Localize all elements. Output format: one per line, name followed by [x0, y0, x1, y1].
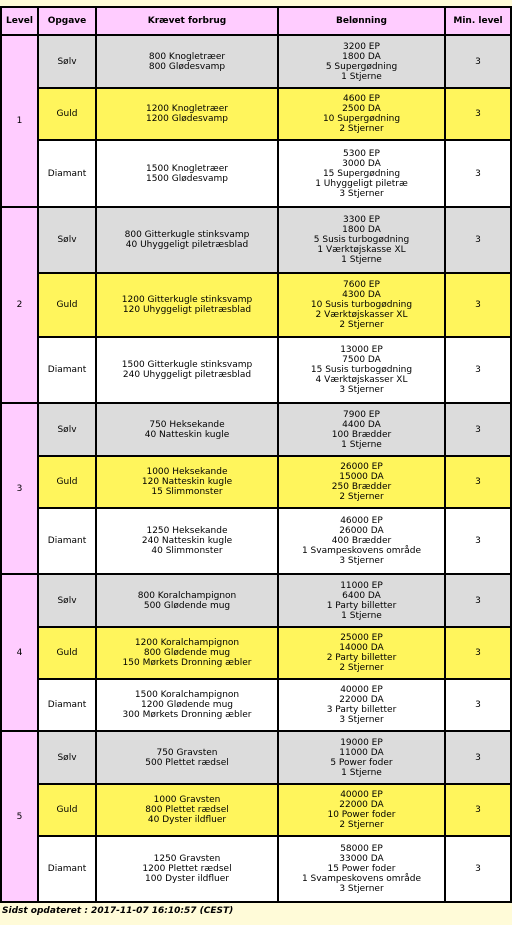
- task-cell: Sølv: [38, 574, 96, 627]
- reward-line: 3 Stjerner: [339, 556, 384, 566]
- required-line: 1500 Knogletræer: [146, 163, 228, 174]
- required-line: 40 Dyster ildfluer: [147, 815, 227, 825]
- required-cell: [96, 784, 278, 836]
- required-line: 1200 Gitterkugle stinksvamp: [121, 295, 253, 305]
- reward-cell: [278, 273, 445, 337]
- reward-line: 2 Værktøjskasser XL: [315, 310, 408, 320]
- required-line: 300 Mørkets Dronning æbler: [122, 710, 252, 720]
- reward-line: 10 Power foder: [327, 810, 396, 820]
- required-cell: [96, 836, 278, 902]
- required-line: 40 Slimmonster: [151, 546, 223, 556]
- reward-line: 19000 EP: [340, 737, 383, 748]
- min-level-cell: 3: [445, 731, 511, 784]
- task-cell: Guld: [38, 88, 96, 140]
- min-level-cell: 3: [445, 627, 511, 679]
- task-cell: Guld: [38, 784, 96, 836]
- reward-line: 14000 DA: [339, 643, 384, 653]
- reward-line: 1 Værktøjskasse XL: [317, 245, 406, 255]
- reward-line: 22000 DA: [339, 695, 384, 705]
- reward-line: 26000 EP: [340, 462, 383, 472]
- min-level-cell: 3: [445, 273, 511, 337]
- required-line: 1200 Knogletræer: [146, 104, 228, 114]
- reward-line: 7500 DA: [342, 355, 381, 365]
- reward-line: 1 Stjerne: [341, 610, 382, 621]
- reward-line: 1 Stjerne: [341, 439, 382, 450]
- required-line: 1200 Koralchampignon: [134, 638, 240, 648]
- min-level-cell: 3: [445, 35, 511, 88]
- reward-cell: [278, 836, 445, 902]
- required-line: 1250 Gravsten: [153, 854, 221, 864]
- reward-cell: [278, 207, 445, 273]
- required-line: 40 Uhyggeligt piletræsblad: [125, 240, 249, 250]
- reward-line: 3 Party billetter: [326, 705, 397, 715]
- table-row: [1, 456, 511, 508]
- required-line: 750 Gravsten: [156, 747, 218, 758]
- reward-line: 2500 DA: [342, 104, 381, 114]
- reward-line: 15000 DA: [339, 472, 384, 482]
- required-line: 1000 Gravsten: [153, 795, 221, 805]
- reward-line: 3000 DA: [342, 158, 381, 169]
- reward-line: 15 Susis turbogødning: [310, 365, 413, 375]
- task-cell: Diamant: [38, 140, 96, 207]
- reward-line: 1800 DA: [342, 51, 381, 62]
- required-line: 800 Knogletræer: [148, 51, 226, 62]
- reward-cell: [278, 35, 445, 88]
- reward-cell: [278, 627, 445, 679]
- required-line: 800 Plettet rædsel: [145, 805, 229, 815]
- reward-line: 1 Svampeskovens område: [301, 874, 422, 884]
- reward-line: 100 Brædder: [331, 429, 392, 440]
- min-level-cell: 3: [445, 140, 511, 207]
- reward-line: 2 Stjerner: [339, 820, 384, 830]
- reward-line: 10 Supergødning: [322, 114, 401, 124]
- required-line: 240 Natteskin kugle: [141, 536, 233, 546]
- header-level: Level: [1, 7, 38, 35]
- min-level-cell: 3: [445, 88, 511, 140]
- required-line: 1500 Glødesvamp: [145, 173, 228, 184]
- required-cell: [96, 574, 278, 627]
- reward-line: 4400 DA: [342, 419, 381, 430]
- reward-line: 11000 EP: [340, 580, 383, 591]
- task-cell: Diamant: [38, 508, 96, 574]
- required-cell: [96, 273, 278, 337]
- reward-cell: [278, 88, 445, 140]
- reward-line: 6400 DA: [342, 590, 381, 601]
- task-cell: Guld: [38, 627, 96, 679]
- reward-line: 26000 DA: [339, 526, 384, 536]
- reward-line: 1 Stjerne: [341, 767, 382, 778]
- task-cell: Diamant: [38, 679, 96, 731]
- required-cell: [96, 207, 278, 273]
- reward-line: 5300 EP: [343, 148, 380, 159]
- required-line: 750 Heksekande: [149, 419, 225, 430]
- reward-line: 33000 DA: [339, 854, 384, 864]
- table-row: [1, 679, 511, 731]
- reward-line: 1 Stjerne: [341, 255, 382, 265]
- reward-line: 5 Supergødning: [325, 61, 398, 72]
- table-row: [1, 88, 511, 140]
- table-row: [1, 574, 511, 627]
- reward-cell: [278, 140, 445, 207]
- header-task: Opgave: [38, 7, 96, 35]
- contest-table: [0, 6, 512, 903]
- reward-line: 2 Stjerner: [339, 663, 384, 673]
- table-row: [1, 784, 511, 836]
- table-row: [1, 273, 511, 337]
- required-line: 800 Glødesvamp: [148, 61, 226, 72]
- min-level-cell: 3: [445, 207, 511, 273]
- reward-line: 3 Stjerner: [339, 385, 384, 395]
- reward-line: 3 Stjerner: [339, 715, 384, 725]
- reward-line: 1 Uhyggeligt piletræ: [315, 178, 408, 189]
- reward-cell: [278, 574, 445, 627]
- level-cell: 4: [1, 574, 38, 731]
- table-row: [1, 836, 511, 902]
- required-line: 800 Glødende mug: [143, 648, 231, 658]
- reward-line: 3 Stjerner: [339, 188, 384, 199]
- task-cell: Sølv: [38, 731, 96, 784]
- reward-line: 46000 EP: [340, 516, 383, 526]
- required-cell: [96, 88, 278, 140]
- reward-line: 250 Brædder: [331, 482, 392, 492]
- table-row: [1, 35, 511, 88]
- table-row: [1, 207, 511, 273]
- reward-line: 3300 EP: [343, 215, 380, 225]
- reward-line: 2 Stjerner: [339, 320, 384, 330]
- reward-line: 40000 EP: [340, 790, 383, 800]
- reward-line: 5 Power foder: [330, 757, 393, 768]
- task-cell: Sølv: [38, 403, 96, 456]
- reward-line: 15 Power foder: [327, 864, 396, 874]
- reward-cell: [278, 403, 445, 456]
- table-row: [1, 508, 511, 574]
- required-line: 1200 Glødesvamp: [145, 114, 228, 124]
- reward-cell: [278, 679, 445, 731]
- reward-line: 3200 EP: [343, 41, 380, 52]
- required-line: 800 Koralchampignon: [137, 590, 237, 601]
- reward-line: 25000 EP: [340, 633, 383, 643]
- task-cell: Diamant: [38, 337, 96, 403]
- header-reward: Belønning: [278, 7, 445, 35]
- required-line: 1200 Plettet rædsel: [142, 864, 232, 874]
- required-line: 150 Mørkets Dronning æbler: [122, 658, 252, 668]
- level-cell: 1: [1, 35, 38, 207]
- header-row: [1, 7, 511, 35]
- required-line: 100 Dyster ildfluer: [145, 874, 229, 884]
- header-required: Krævet forbrug: [96, 7, 278, 35]
- last-updated: Sidst opdateret : 2017-11-07 16:10:57 (CEST): [2, 906, 234, 916]
- required-cell: [96, 337, 278, 403]
- min-level-cell: 3: [445, 679, 511, 731]
- reward-cell: [278, 508, 445, 574]
- reward-line: 400 Brædder: [331, 536, 392, 546]
- task-cell: Diamant: [38, 836, 96, 902]
- reward-cell: [278, 784, 445, 836]
- reward-line: 1 Party billetter: [326, 600, 397, 611]
- reward-line: 22000 DA: [339, 800, 384, 810]
- reward-line: 7600 EP: [343, 280, 380, 290]
- min-level-cell: 3: [445, 784, 511, 836]
- required-cell: [96, 403, 278, 456]
- required-line: 1000 Heksekande: [146, 467, 228, 477]
- required-cell: [96, 508, 278, 574]
- reward-line: 1 Svampeskovens område: [301, 546, 422, 556]
- required-line: 1500 Koralchampignon: [134, 690, 240, 700]
- reward-cell: [278, 731, 445, 784]
- reward-line: 2 Stjerner: [339, 492, 384, 502]
- reward-line: 7900 EP: [343, 409, 380, 420]
- table-row: [1, 627, 511, 679]
- level-cell: 5: [1, 731, 38, 902]
- header-min-level: Min. level: [445, 7, 511, 35]
- required-cell: [96, 456, 278, 508]
- min-level-cell: 3: [445, 508, 511, 574]
- table-row: [1, 731, 511, 784]
- required-line: 240 Uhyggeligt piletræsblad: [122, 370, 252, 380]
- required-line: 15 Slimmonster: [151, 487, 223, 497]
- required-line: 40 Natteskin kugle: [144, 429, 230, 440]
- min-level-cell: 3: [445, 456, 511, 508]
- level-cell: 3: [1, 403, 38, 574]
- task-cell: Guld: [38, 273, 96, 337]
- reward-line: 1800 DA: [342, 225, 381, 235]
- table-body: [1, 35, 511, 902]
- required-line: 500 Plettet rædsel: [145, 757, 229, 768]
- min-level-cell: 3: [445, 403, 511, 456]
- table-row: [1, 337, 511, 403]
- table-row: [1, 403, 511, 456]
- reward-line: 2 Party billetter: [326, 653, 397, 663]
- reward-line: 40000 EP: [340, 685, 383, 695]
- table-row: [1, 140, 511, 207]
- min-level-cell: 3: [445, 836, 511, 902]
- reward-line: 13000 EP: [340, 345, 383, 355]
- reward-line: 58000 EP: [340, 844, 383, 854]
- reward-line: 10 Susis turbogødning: [310, 300, 413, 310]
- reward-line: 1 Stjerne: [341, 71, 382, 82]
- task-cell: Sølv: [38, 35, 96, 88]
- min-level-cell: 3: [445, 337, 511, 403]
- required-cell: [96, 627, 278, 679]
- reward-line: 15 Supergødning: [322, 168, 401, 179]
- required-cell: [96, 35, 278, 88]
- required-line: 500 Glødende mug: [143, 600, 231, 611]
- reward-line: 5 Susis turbogødning: [313, 235, 410, 245]
- reward-line: 11000 DA: [339, 747, 384, 758]
- required-line: 1200 Glødende mug: [141, 700, 233, 710]
- reward-line: 4300 DA: [342, 290, 381, 300]
- required-cell: [96, 731, 278, 784]
- reward-line: 3 Stjerner: [339, 884, 384, 894]
- task-cell: Guld: [38, 456, 96, 508]
- required-cell: [96, 679, 278, 731]
- reward-line: 4600 EP: [343, 94, 380, 104]
- min-level-cell: 3: [445, 574, 511, 627]
- required-cell: [96, 140, 278, 207]
- reward-line: 2 Stjerner: [339, 124, 384, 134]
- required-line: 120 Natteskin kugle: [141, 477, 233, 487]
- required-line: 120 Uhyggeligt piletræsblad: [122, 305, 252, 315]
- required-line: 1500 Gitterkugle stinksvamp: [121, 360, 253, 370]
- required-line: 1250 Heksekande: [146, 526, 228, 536]
- task-cell: Sølv: [38, 207, 96, 273]
- reward-cell: [278, 456, 445, 508]
- required-line: 800 Gitterkugle stinksvamp: [124, 230, 250, 240]
- reward-cell: [278, 337, 445, 403]
- level-cell: 2: [1, 207, 38, 403]
- reward-line: 4 Værktøjskasser XL: [315, 375, 408, 385]
